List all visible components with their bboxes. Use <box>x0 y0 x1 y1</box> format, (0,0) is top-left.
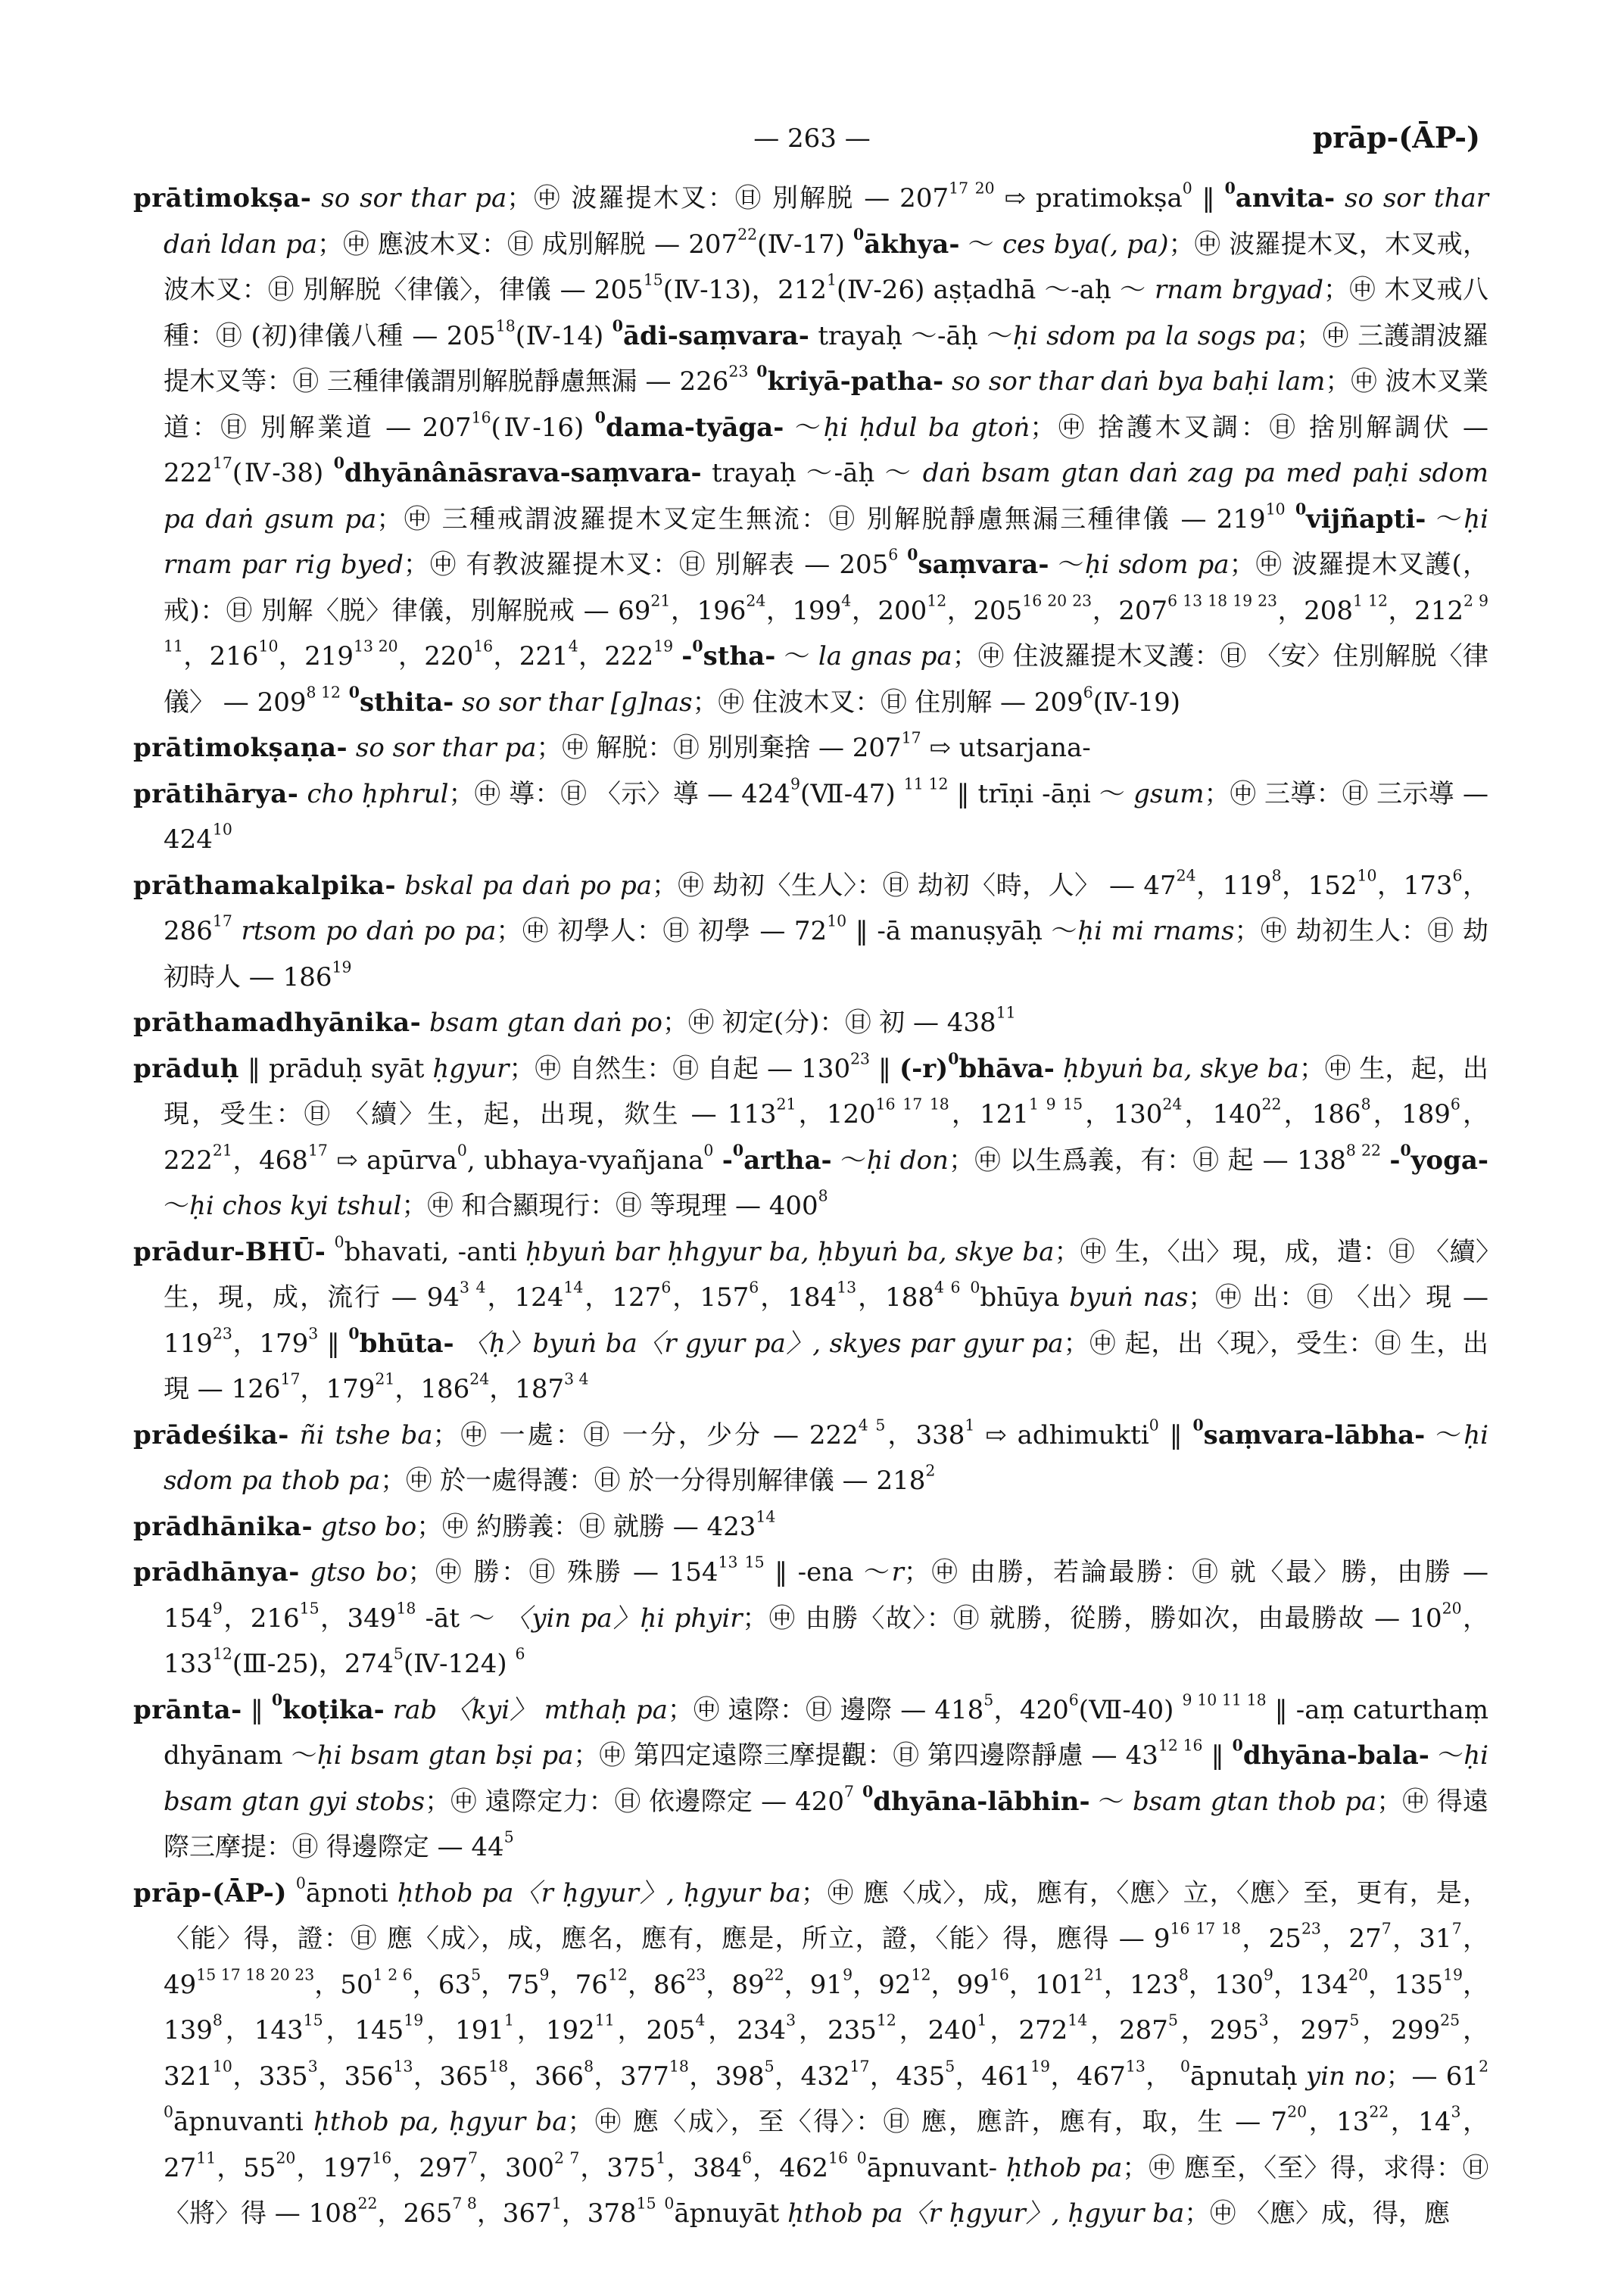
entry <box>133 1229 1488 1413</box>
entry <box>133 1871 1488 2237</box>
headword: prādur-BHŪ- <box>133 1236 326 1267</box>
headword: prātimokṣaṇa- <box>133 733 348 763</box>
entry <box>133 863 1488 1001</box>
headword: prāthamadhyānika- <box>133 1008 422 1038</box>
entry-body: so sor thar pa；㊥ 解脱：㊐ 別別棄捨 — $207^{17}$ ⇨ utsarjana- <box>355 728 1091 763</box>
headword: prānta- <box>133 1694 242 1725</box>
dictionary-entries <box>133 176 1488 2237</box>
entry-body: bskal pa daṅ po pa；㊥ 劫初〈生人〉：㊐ 劫初〈時，人〉 — $47^{24}$，$119^8$，$152^{10}$，$173^6$，$286^{17}$ rtsom po daṅ po pa；㊥ 初學人：㊐ 初學 — $72^{10}$ ‖ -ā manuṣyāḥ ～ḥi mi rnams；㊥ 劫初生人：㊐ 劫初時人 — $186^{19}$ <box>164 866 1488 992</box>
headword: prādhānika- <box>133 1511 313 1542</box>
entry <box>133 1687 1488 1871</box>
entry-body: ñi tshe ba；㊥ 一處：㊐ 一分，少分 — $222^{4 5}$，$338^1$ ⇨ adhimukti$^0$ ‖ $^0$saṃvara-lābha- ～ḥi sdom pa thob pa；㊥ 於一處得護：㊐ 於一分得別解律儀 — $218^2$ <box>164 1416 1488 1496</box>
entry <box>133 1000 1488 1046</box>
headword: prādhānya- <box>133 1557 300 1587</box>
entry-body: bsam gtan daṅ po；㊥ 初定(分)：㊐ 初 — $438^{11}$ <box>429 1003 1016 1038</box>
running-head: prāp-(ĀP-) <box>1312 120 1480 154</box>
entry-body: gtso bo；㊥ 勝：㊐ 殊勝 — $154^{13 15}$ ‖ -ena ～r；㊥ 由勝，若論最勝：㊐ 就〈最〉勝，由勝 — $154^9$，$216^{15}$，$349^{18}$ -āt ～ 〈yin pa〉ḥi phyir；㊥ 由勝〈故〉：㊐ 就勝，從勝，勝如次，由最勝故 — $10^{20}$，$133^{12}(Ⅲ-25)$，$274^5(Ⅳ-124)$ $^6$ <box>164 1553 1489 1679</box>
entry <box>133 176 1488 725</box>
headword: prātimokṣa- <box>133 183 312 213</box>
headword: prātihārya- <box>133 778 299 809</box>
entry <box>133 725 1488 771</box>
entry <box>133 1413 1488 1504</box>
headword: prāduḥ <box>133 1053 239 1084</box>
entry-body: so sor thar pa；㊥ 波羅提木叉：㊐ 別解脱 — $207^{17 20}$ ⇨ pratimokṣa$^0$ ‖ $^0$anvita- so sor thar daṅ ldan pa；㊥ 應波木叉：㊐ 成別解脱 — $207^{22}(Ⅳ-17)$ $^0$ākhya- ～ ces bya(, pa)；㊥ 波羅提木叉，木叉戒，波木叉：㊐ 別解脱〈律儀〉，律儀 — $205^{15}(Ⅳ-13)$，$212^1(Ⅳ-26)$ aṣṭadhā ～-aḥ ～ rnam brgyad；㊥ 木叉戒八種：㊐ (初)律儀八種 — $205^{18}(Ⅳ-14)$ $^0$ādi-saṃvara- trayaḥ ～-āḥ ～ḥi sdom pa la sogs pa；㊥ 三護謂波羅提木叉等：㊐ 三種律儀謂別解脱靜慮無漏 — $226^{23}$ $^0$kriyā-patha- so sor thar daṅ bya baḥi lam；㊥ 波木叉業道：㊐ 別解業道 — $207^{16}(Ⅳ-16)$ $^0$dama-tyāga- ～ḥi ḥdul ba gtoṅ；㊥ 捨護木叉調：㊐ 捨別解調伏 — $222^{17}(Ⅳ-38)$ $^0$dhyānânāsrava-saṃvara- trayaḥ ～-āḥ ～ daṅ bsam gtan daṅ zag pa med paḥi sdom pa daṅ gsum pa；㊥ 三種戒謂波羅提木叉定生無流：㊐ 別解脱靜慮無漏三種律儀 — $219^{10}$ $^0$vijñapti- ～ḥi rnam par rig byed；㊥ 有教波羅提木叉：㊐ 別解表 — $205^6$ $^0$saṃvara- ～ḥi sdom pa；㊥ 波羅提木叉護(，戒)：㊐ 別解〈脱〉律儀，別解脱戒 — $69^{21}$，$196^{24}$，$199^4$，$200^{12}$，$205^{16 20 23}$，$207^{6 13 18 19 23}$，$208^{1 12}$，$212^{2 9 11}$，$216^{10}$，$219^{13 20}$，$220^{16}$，$221^4$，$222^{19}$ -$^0$stha- ～ la gnas pa；㊥ 住波羅提木叉護：㊐ 〈安〉住別解脱〈律儀〉 — $209^{8 12}$ $^0$sthita- so sor thar [g]nas；㊥ 住波木叉：㊐ 住別解 — $209^6(Ⅳ-19)$ <box>164 179 1489 718</box>
entry-body: ‖ prāduḥ syāt ḥgyur；㊥ 自然生：㊐ 自起 — $130^{23}$ ‖ $(-r)^0bhāva-$ ḥbyuṅ ba, skye ba；㊥ 生，起，出現，受生：㊐ 〈續〉生，起，出現，欻生 — $113^{21}$，$120^{16 17 18}$，$121^{1 9 15}$，$130^{24}$，$140^{22}$，$186^8$，$189^6$，$222^{21}$，$468^{17}$ ⇨ apūrva$^0$, ubhaya-vyañjana$^0$ -$^0$artha- ～ḥi don；㊥ 以生爲義，有：㊐ 起 — $138^{8 22}$ -$^0$yoga- ～ḥi chos kyi tshul；㊥ 和合顯現行：㊐ 等現理 — $400^8$ <box>164 1049 1489 1221</box>
headword: prāthamakalpika- <box>133 870 397 901</box>
headword: prādeśika- <box>133 1419 289 1450</box>
entry-body: $^0$āpnoti ḥthob pa〈r ḥgyur〉, ḥgyur ba；㊥ 應〈成〉，成，應有，〈應〉立，〈應〉至，更有，是，〈能〉得，證：㊐ 應〈成〉，成，應名，應有，應是，所立，證，〈能〉得，應得 — $9^{16 17 18}$，$25^{23}$，$27^7$，$31^7$，$49^{15 17 18 20 23}$，$50^{1 2 6}$，$63^5$，$75^9$，$76^{12}$，$86^{23}$，$89^{22}$，$91^9$，$92^{12}$，$99^{16}$，$101^{21}$，$123^8$，$130^9$，$134^{20}$，$135^{19}$，$139^8$，$143^{15}$，$145^{19}$，$191^1$，$192^{11}$，$205^4$，$234^3$，$235^{12}$，$240^1$，$272^{14}$，$287^5$，$295^3$，$297^5$，$299^{25}$，$321^{10}$，$335^3$，$356^{13}$，$365^{18}$，$366^8$，$377^{18}$，$398^5$，$432^{17}$，$435^5$，$461^{19}$，$467^{13}$， $^0$āpnutaḥ yin no；— $61^2$ $^0$āpnuvanti ḥthob pa, ḥgyur ba；㊥ 應〈成〉，至〈得〉：㊐ 應，應許，應有，取，生 — $7^{20}$，$13^{22}$，$14^3$，$27^{11}$，$55^{20}$，$197^{16}$，$297^7$，$300^{2 7}$，$375^1$，$384^6$，$462^{16}$ $^0$āpnuvant- ḥthob pa；㊥ 應至，〈至〉得，求得：㊐ 〈將〉得 — $108^{22}$，$265^{7 8}$，$367^1$，$378^{15}$ $^0$āpnuyāt ḥthob pa〈r ḥgyur〉, ḥgyur ba；㊥ 〈應〉成，得，應 <box>164 1874 1489 2229</box>
headword: prāp-(ĀP-) <box>133 1877 287 1908</box>
entry <box>133 771 1488 863</box>
entry <box>133 1046 1488 1229</box>
entry-body: $^0$bhavati, -anti ḥbyuṅ bar ḥhgyur ba, ḥbyuṅ ba, skye ba；㊥ 生，〈出〉現，成，遣：㊐ 〈續〉生，現，成，流行 — $94^{3 4}$，$124^{14}$，$127^6$，$157^6$，$184^{13}$，$188^{4 6}$ $^0$bhūya byuṅ nas；㊥ 出：㊐ 〈出〉現 — $119^{23}$，$179^3$ ‖ $^0$bhūta- 〈ḥ〉byuṅ ba〈r gyur pa〉, skyes par gyur pa；㊥ 起，出〈現〉，受生：㊐ 生，出現 — $126^{17}$，$179^{21}$，$186^{24}$，$187^{3 4}$ <box>164 1232 1489 1404</box>
page-number: — 263 — <box>753 123 871 154</box>
entry-body: cho ḥphrul；㊥ 導：㊐ 〈示〉導 — $424^9(Ⅶ-47)$ $^{11 12}$ ‖ trīṇi -āṇi ～ gsum；㊥ 三導：㊐ 三示導 — $424^{10}$ <box>164 774 1488 855</box>
entry <box>133 1550 1488 1687</box>
entry-body: gtso bo；㊥ 約勝義：㊐ 就勝 — $423^{14}$ <box>320 1507 776 1542</box>
entry-body: ‖ $^0$koṭika- rab 〈kyi〉 mthaḥ pa；㊥ 遠際：㊐ 邊際 — $418^5$，$420^6(Ⅶ-40)$ $^{9 10 11 18}$ ‖ -aṃ caturthaṃ dhyānam ～ḥi bsam gtan bṣi pa；㊥ 第四定遠際三摩提觀：㊐ 第四邊際靜慮 — $43^{12 16}$ ‖ $^0$dhyāna-bala- ～ḥi bsam gtan gyi stobs；㊥ 遠際定力：㊐ 依邊際定 — $420^7$ $^0$dhyāna-lābhin- ～ bsam gtan thob pa；㊥ 得遠際三摩提：㊐ 得邊際定 — $44^5$ <box>164 1690 1489 1862</box>
entry <box>133 1504 1488 1550</box>
